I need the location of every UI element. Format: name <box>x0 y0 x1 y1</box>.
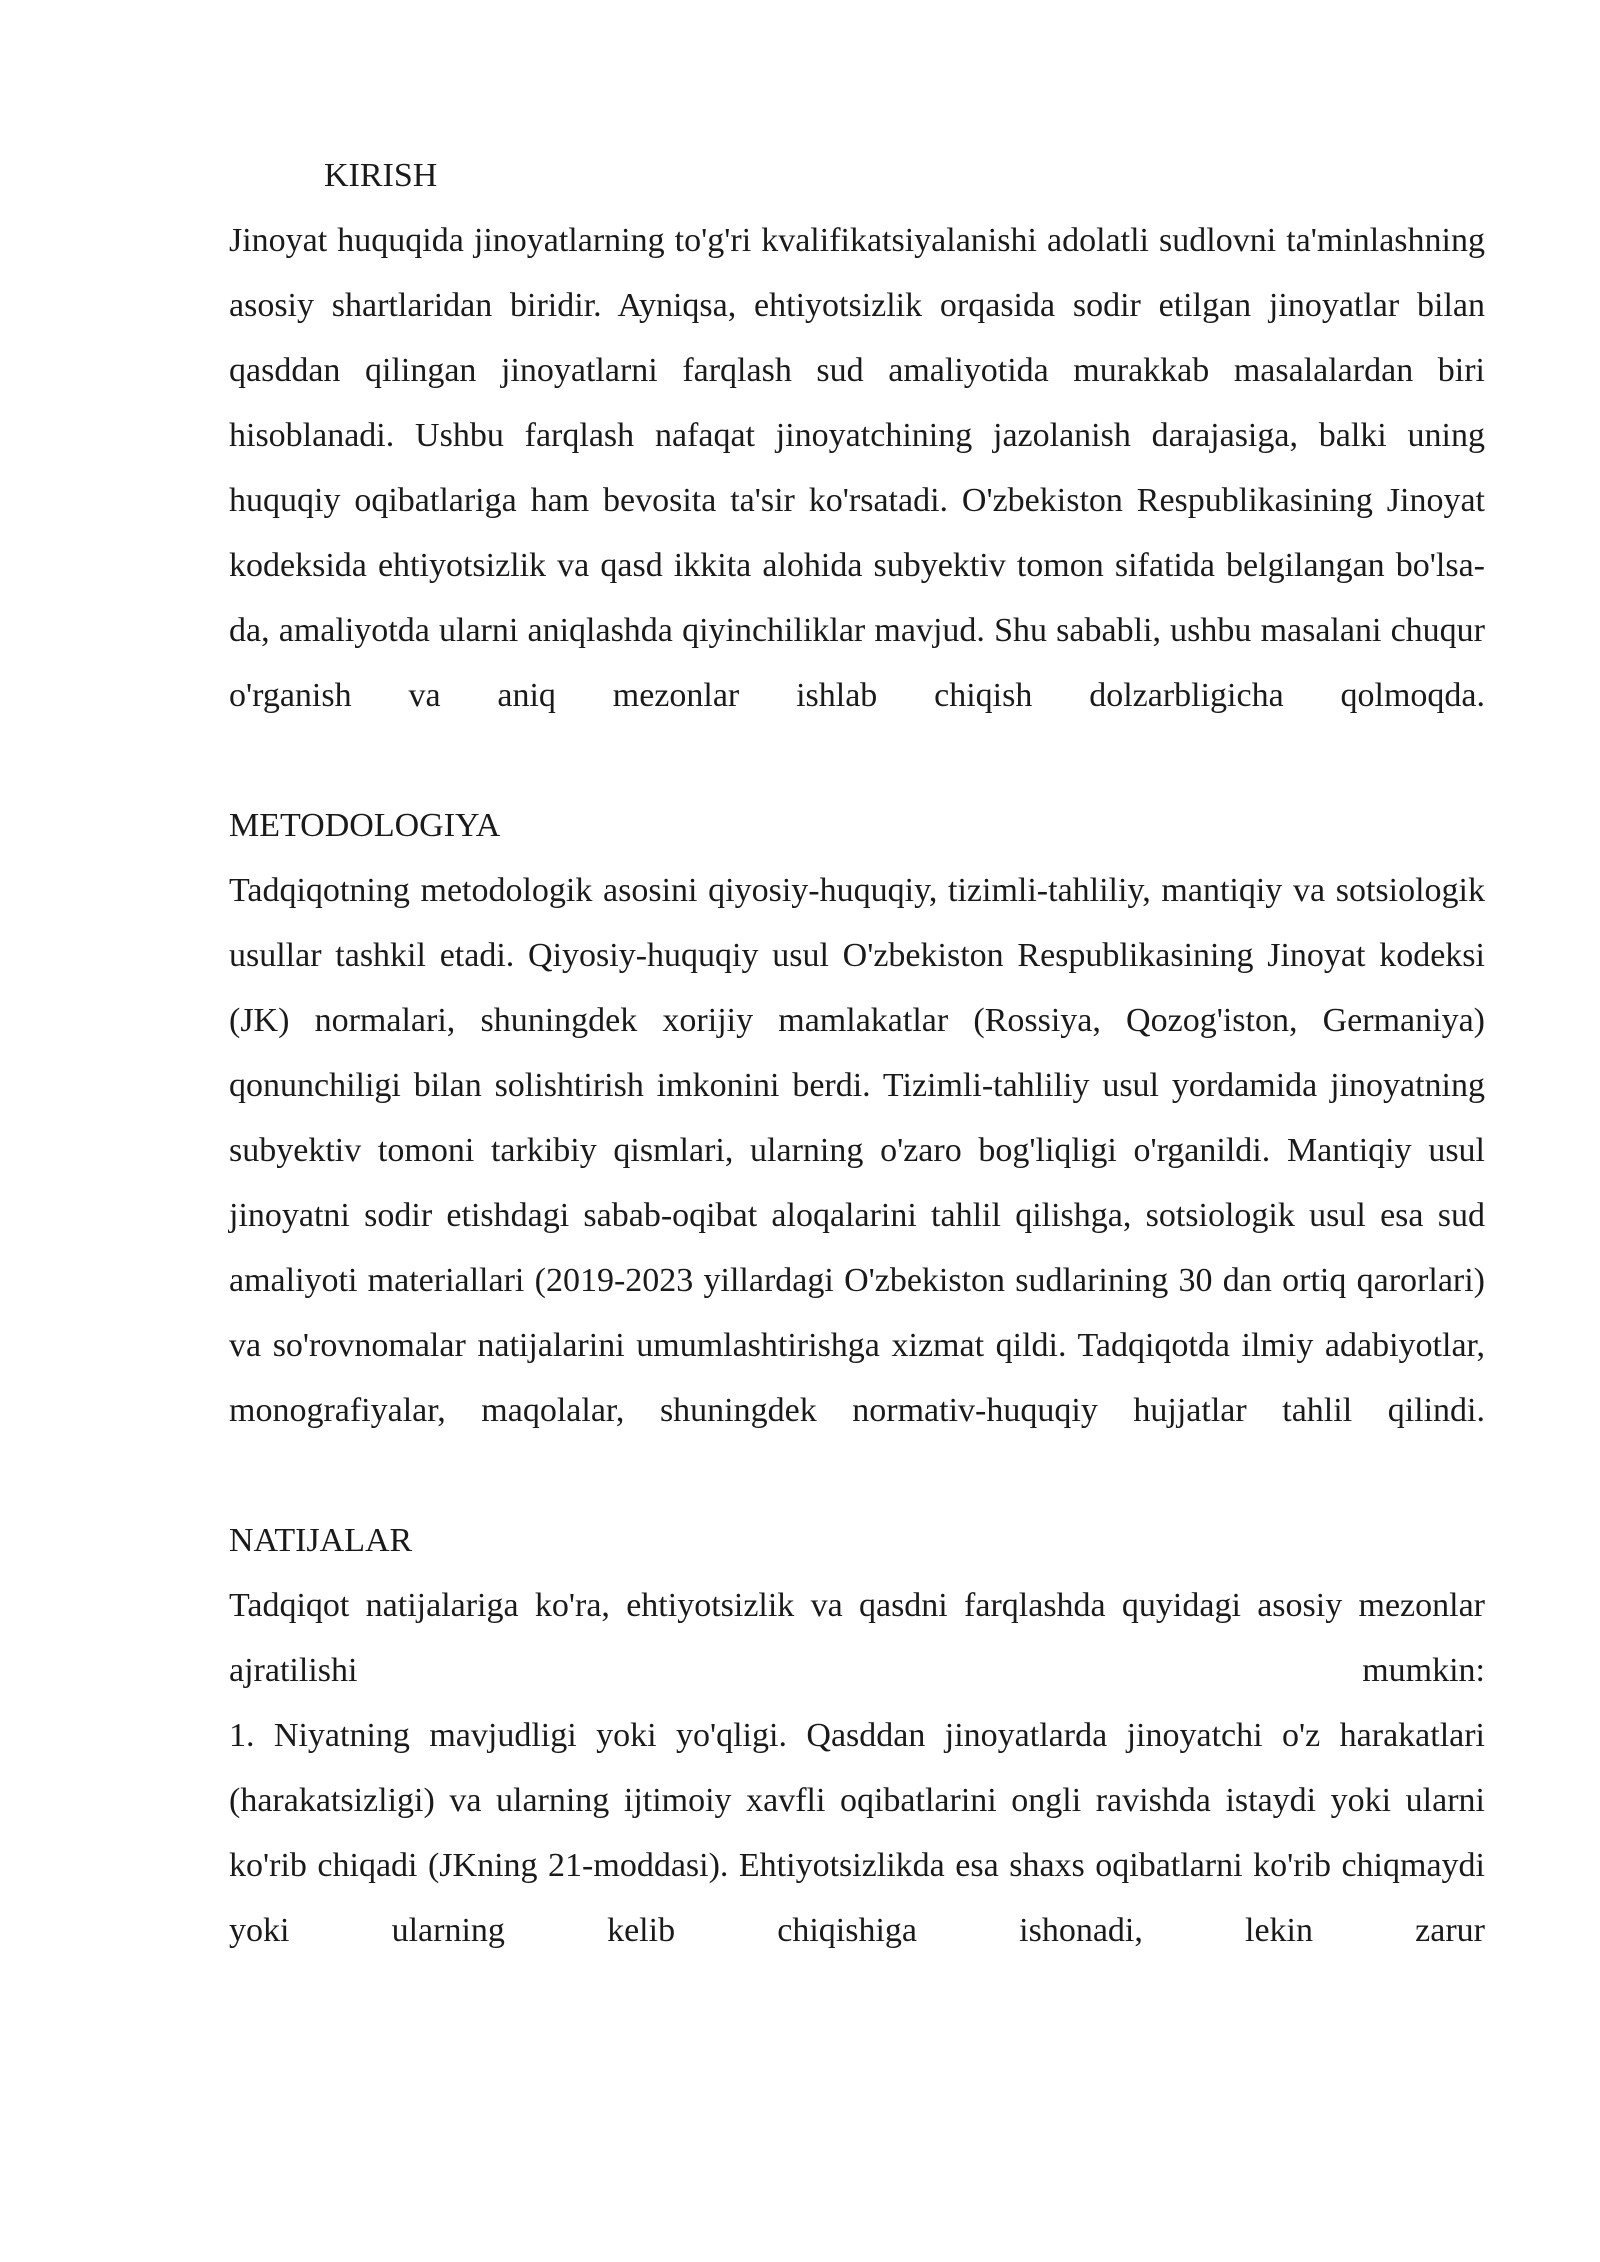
section-spacer <box>229 1443 1485 1508</box>
section-heading-metodologiya: METODOLOGIYA <box>229 807 501 844</box>
paragraph-methodology: Tadqiqotning metodologik asosini qiyosiy-huquqiy, tizimli-tahliliy, mantiqiy va sotsiologik usullar tashkil etadi. Qiyosiy-huquqiy usul O'zbekiston Respublikasining Jinoyat kodeksi (JK) normalari, shuningdek xorijiy mamlakatlar (Rossiya, Qozog'iston, Germaniya) qonunchiligi bilan solishtirish imkonini berdi. Tizimli-tahliliy usul yordamida jinoyatning subyektiv tomoni tarkibiy qismlari, ularning o'zaro bog'liqligi o'rganildi. Mantiqiy usul jinoyatni sodir etishdagi sabab-oqibat aloqalarini tahlil qilishga, sotsiologik usul esa sud amaliyoti materiallari (2019-2023 yillardagi O'zbekiston sudlarining 30 dan ortiq qarorlari) va so'rovnomalar natijalarini umumlashtirishga xizmat qildi. Tadqiqotda ilmiy adabiyotlar, monografiyalar, maqolalar, shuningdek normativ-huquqiy hujjatlar tahlil qilindi. <box>229 872 1485 1429</box>
section-spacer <box>229 728 1485 793</box>
paragraph-results-intro: Tadqiqot natijalariga ko'ra, ehtiyotsizlik va qasdni farqlashda quyidagi asosiy mezonlar ajratilishi mumkin: <box>229 1587 1485 1689</box>
paragraph-intro: Jinoyat huquqida jinoyatlarning to'g'ri kvalifikatsiyalanishi adolatli sudlovni ta'minlashning asosiy shartlaridan biridir. Ayniqsa, ehtiyotsizlik orqasida sodir etilgan jinoyatlar bilan qasddan qilingan jinoyatlarni farqlash sud amaliyotida murakkab masalalardan biri hisoblanadi. Ushbu farqlash nafaqat jinoyatchining jazolanish darajasiga, balki uning huquqiy oqibatlariga ham bevosita ta'sir ko'rsatadi. O'zbekiston Respublikasining Jinoyat kodeksida ehtiyotsizlik va qasd ikkita alohida subyektiv tomon sifatida belgilangan bo'lsa-da, amaliyotda ularni aniqlashda qiyinchiliklar mavjud. Shu sababli, ushbu masalani chuqur o'rganish va aniq mezonlar ishlab chiqish dolzarbligicha qolmoqda. <box>229 222 1485 714</box>
document-body <box>229 143 1485 1963</box>
section-heading-natijalar: NATIJALAR <box>229 1522 413 1559</box>
list-item-criterion-1: 1. Niyatning mavjudligi yoki yo'qligi. Qasddan jinoyatlarda jinoyatchi o'z harakatlari (harakatsizligi) va ularning ijtimoiy xavfli oqibatlarini ongli ravishda istaydi yoki ularni ko'rib chiqadi (JKning 21-moddasi). Ehtiyotsizlikda esa shaxs oqibatlarni ko'rib chiqmaydi yoki ularning kelib chiqishiga ishonadi, lekin zarur <box>229 1717 1485 1949</box>
section-intro <box>229 143 1485 728</box>
section-results <box>229 1508 1485 1963</box>
section-heading-kirish: KIRISH <box>324 157 438 194</box>
section-methodology <box>229 793 1485 1443</box>
